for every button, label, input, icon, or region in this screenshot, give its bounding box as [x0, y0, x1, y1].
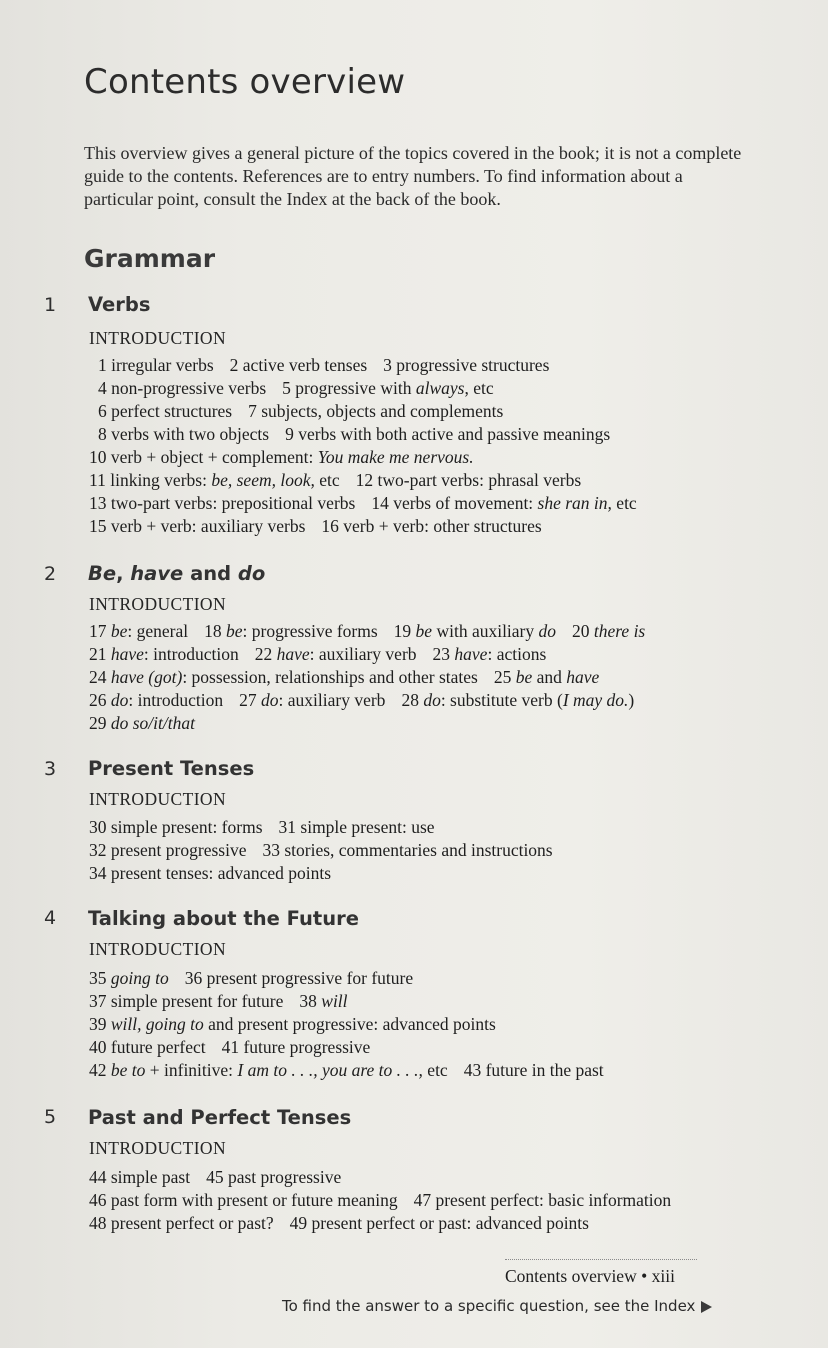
- entry-line: 46 past form with present or future meaning 47 present perfect: basic information: [89, 1190, 672, 1210]
- entry-line: 13 two-part verbs: prepositional verbs 14 verbs of movement: she ran in, etc: [89, 493, 637, 513]
- entry-line: 1 irregular verbs 2 active verb tenses 3 progressive structures: [98, 355, 550, 375]
- section-title: Present Tenses: [88, 757, 255, 780]
- section-number: 1: [44, 294, 57, 316]
- footer-label: Contents overview: [505, 1266, 637, 1286]
- section-number: 2: [44, 563, 57, 585]
- entry-line: 11 linking verbs: be, seem, look, etc 12 two-part verbs: phrasal verbs: [89, 470, 582, 490]
- section-title: Past and Perfect Tenses: [88, 1106, 352, 1129]
- entry-line: 35 going to 36 present progressive for future: [89, 968, 414, 988]
- footer-rule: [505, 1259, 697, 1260]
- entry-line: 21 have: introduction 22 have: auxiliary verb 23 have: actions: [89, 644, 547, 664]
- arrow-right-icon: [701, 1301, 712, 1313]
- section-title: Talking about the Future: [88, 907, 359, 930]
- section-number: 5: [44, 1106, 57, 1128]
- page-title: Contents overview: [84, 62, 406, 102]
- section-intro-label: INTRODUCTION: [89, 789, 227, 809]
- entry-line: 32 present progressive 33 stories, commentaries and instructions: [89, 840, 553, 860]
- entry-line: 10 verb + object + complement: You make me nervous.: [89, 447, 474, 467]
- entry-line: 15 verb + verb: auxiliary verbs 16 verb + verb: other structures: [89, 516, 542, 536]
- entry-line: 34 present tenses: advanced points: [89, 863, 332, 883]
- section-number: 3: [44, 758, 57, 780]
- section-intro-label: INTRODUCTION: [89, 939, 227, 959]
- entry-line: 17 be: general 18 be: progressive forms 19 be with auxiliary do 20 there is: [89, 621, 646, 641]
- page-footer: [505, 1266, 675, 1287]
- section-title: Be, have and do: [88, 562, 266, 585]
- intro-paragraph: This overview gives a general picture of the topics covered in the book; it is not a complete guide to the contents. References are to entry numbers. To find information about a particular point, consult the Index at the back of the book.: [84, 143, 742, 209]
- footer-bullet: •: [641, 1266, 648, 1286]
- section-intro-label: INTRODUCTION: [89, 328, 227, 348]
- entry-line: 30 simple present: forms 31 simple present: use: [89, 817, 435, 837]
- entry-line: 29 do so/it/that: [89, 713, 195, 733]
- entry-line: 44 simple past 45 past progressive: [89, 1167, 342, 1187]
- part-heading: Grammar: [84, 244, 216, 273]
- entry-line: 24 have (got): possession, relationships and other states 25 be and have: [89, 667, 600, 687]
- entry-line: 37 simple present for future 38 will: [89, 991, 348, 1011]
- section-intro-label: INTRODUCTION: [89, 594, 227, 614]
- section-title: Verbs: [88, 293, 151, 316]
- index-note-text: To find the answer to a specific question, see the Index: [282, 1297, 696, 1315]
- entry-line: 4 non-progressive verbs 5 progressive with always, etc: [98, 378, 494, 398]
- entry-line: 40 future perfect 41 future progressive: [89, 1037, 371, 1057]
- entry-line: 42 be to + infinitive: I am to . . ., you are to . . ., etc 43 future in the past: [89, 1060, 604, 1080]
- entry-line: 48 present perfect or past? 49 present perfect or past: advanced points: [89, 1213, 589, 1233]
- entry-line: 26 do: introduction 27 do: auxiliary verb 28 do: substitute verb (I may do.): [89, 690, 635, 710]
- section-intro-label: INTRODUCTION: [89, 1138, 227, 1158]
- page-number: xiii: [651, 1266, 675, 1286]
- section-number: 4: [44, 907, 57, 929]
- entry-line: 39 will, going to and present progressive: advanced points: [89, 1014, 496, 1034]
- entry-line: 8 verbs with two objects 9 verbs with both active and passive meanings: [98, 424, 611, 444]
- index-note: [282, 1297, 712, 1315]
- entry-line: 6 perfect structures 7 subjects, objects and complements: [98, 401, 504, 421]
